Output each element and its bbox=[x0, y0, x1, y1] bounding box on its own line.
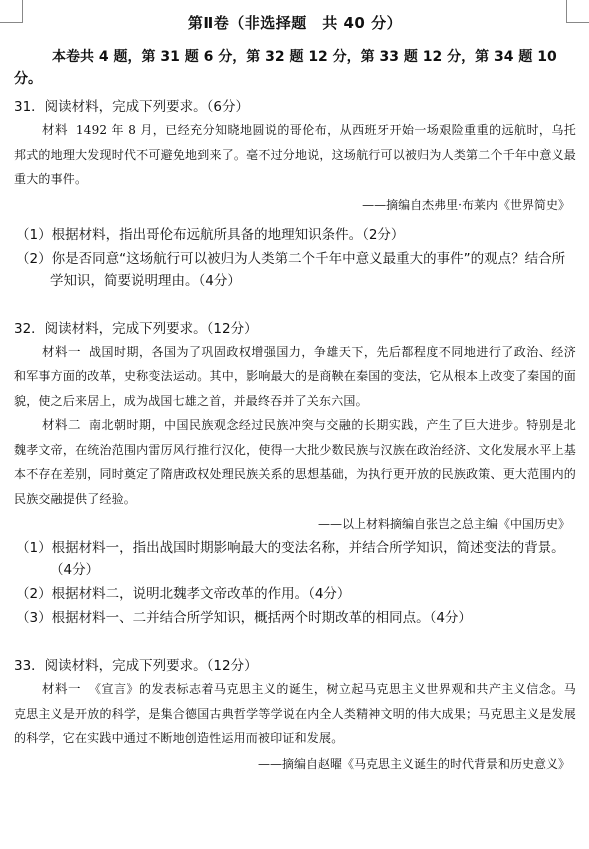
question-32-material-2 bbox=[14, 413, 576, 511]
material-text: 1492 年 8 月，已经充分知晓地圆说的哥伦布，从西班牙开始一场艰险重重的远航时，乌托邦式的地理大发现时代不可避免地到来了。毫不过分地说，这场航行可以被归为人类第二个千年中意义最重大的事件。 bbox=[14, 123, 577, 186]
question-32-heading: 32．阅读材料，完成下列要求。（12分） bbox=[14, 320, 258, 337]
question-31-source: ——摘编自杰弗里·布莱内《世界简史》 bbox=[362, 197, 570, 212]
question-31-heading: 31．阅读材料，完成下列要求。（6分） bbox=[14, 99, 250, 115]
material-label: 材料一 bbox=[42, 343, 81, 359]
material-label: 材料 bbox=[42, 122, 68, 137]
question-33-material-1 bbox=[14, 677, 576, 751]
question-33-source: ——摘编自赵曜《马克思主义诞生的时代背景和历史意义》 bbox=[257, 756, 570, 771]
question-32-sub-1: （1）根据材料一，指出战国时期影响最大的变法名称，并结合所学知识，简述变法的背景。（4分） bbox=[16, 540, 565, 578]
exam-page bbox=[14, 12, 576, 777]
question-32-material-1 bbox=[14, 340, 576, 414]
material-text: 《宣言》的发表标志着马克思主义的诞生，树立起马克思主义世界观和共产主义信念。马克思主义是开放的科学，是集合德国古典哲学等学说在内全人类精神文明的伟大成果；马克思主义是发展的科学，它在实践中通过不断地创造性运用而被印证和发展。 bbox=[14, 682, 576, 745]
question-32-sub-2: （2）根据材料二，说明北魏孝文帝改革的作用。（4分） bbox=[16, 586, 351, 602]
question-31-sub-1: （1）根据材料，指出哥伦布远航所具备的地理知识条件。（2分） bbox=[16, 226, 405, 243]
question-33-heading: 33．阅读材料，完成下列要求。（12分） bbox=[14, 658, 258, 674]
section-intro: 本卷共 4 题，第 31 题 6 分，第 32 题 12 分，第 33 题 12 分，第 34 题 10 分。 bbox=[14, 49, 557, 87]
question-32-sub-3: （3）根据材料一、二并结合所学知识，概括两个时期改革的相同点。（4分） bbox=[16, 610, 472, 626]
question-31-sub-2: （2）你是否同意“这场航行可以被归为人类第二个千年中意义最重大的事件”的观点？结合所学知识，简要说明理由。（4分） bbox=[16, 250, 566, 289]
material-text: 南北朝时期，中国民族观念经过民族冲突与交融的长期实践，产生了巨大进步。特别是北魏孝文帝，在统治范围内雷厉风行推行汉化，使得一大批少数民族与汉族在政治经济、文化发展水平上基本不存在差别，同时奠定了隋唐政权处理民族关系的思想基础，为执行更开放的民族政策、更大范围内的民族交融提供了经验。 bbox=[14, 418, 576, 506]
section-title: 第Ⅱ卷（非选择题 共 40 分） bbox=[187, 14, 403, 32]
question-31-material bbox=[14, 118, 576, 192]
material-text: 战国时期，各国为了巩固政权增强国力，争雄天下，先后都程度不同地进行了政治、经济和军事方面的改革，史称变法运动。其中，影响最大的是商鞅在秦国的变法，它从根本上改变了秦国的面貌，使之后来居上，成为战国七雄之首，并最终吞并了关东六国。 bbox=[14, 344, 576, 408]
material-label: 材料一 bbox=[42, 681, 81, 696]
question-32-source: ——以上材料摘编自张岂之总主编《中国历史》 bbox=[317, 517, 570, 531]
material-label: 材料二 bbox=[42, 417, 81, 432]
